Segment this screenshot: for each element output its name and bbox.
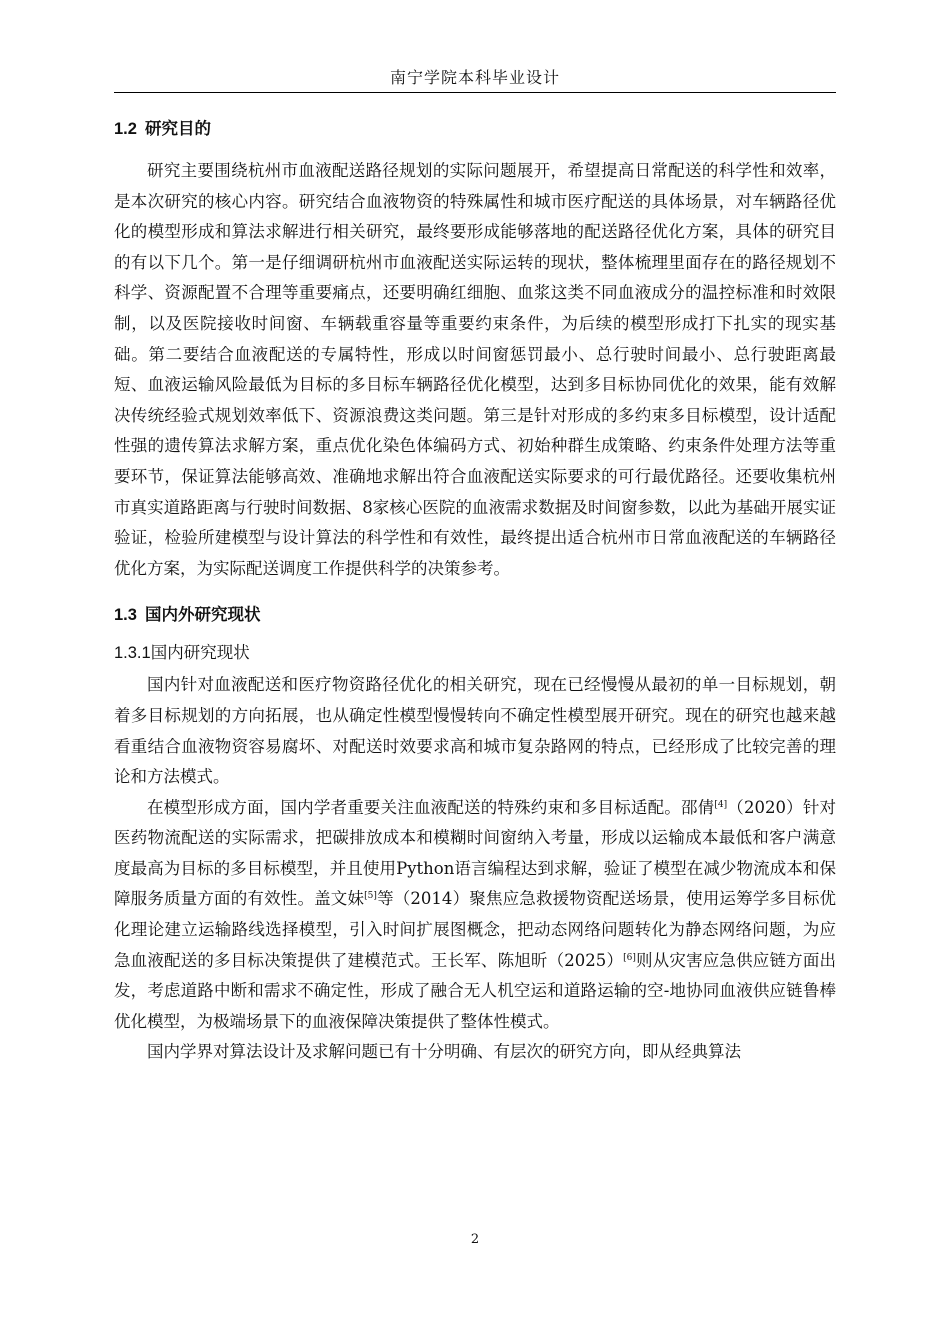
subsection-title: 国内研究现状	[150, 643, 250, 663]
para-text: 在模型形成方面，国内学者重要关注血液配送的特殊约束和多目标适配。邵倩	[147, 797, 715, 817]
page-body	[114, 112, 836, 1068]
section-heading-1-3	[114, 598, 836, 632]
para-text: 等（2014）聚焦应急救援物资配送场景，使用运筹学多目标优化理论建立运输路线选择模型，引入时间扩展图概念，把动态网络问题转化为静态网络问题，为应急血液配送的多目标决策提供了建模范式。王长军、陈旭昕（2025）	[114, 889, 836, 970]
paragraph-algorithm-design: 国内学界对算法设计及求解问题已有十分明确、有层次的研究方向，即从经典算法	[147, 1042, 741, 1062]
subsection-number: 1.3.1	[114, 644, 151, 663]
citation-ref: [4]	[714, 799, 728, 810]
paragraph-domestic-overview: 国内针对血液配送和医疗物资路径优化的相关研究，现在已经慢慢从最初的单一目标规划，朝着多目标规划的方向拓展，也从确定性模型慢慢转向不确定性模型展开研究。现在的研究也越来越看重结合血液物资容易腐坏、对配送时效要求高和城市复杂路网的特点，已经形成了比较完善的理论和方法模式。	[114, 675, 836, 787]
citation-ref: [6]	[623, 952, 636, 963]
citation-ref: [5]	[364, 891, 377, 902]
section-title: 国内外研究现状	[144, 605, 261, 625]
page-number: 2	[470, 1232, 480, 1247]
running-header: 南宁学院本科毕业设计	[389, 68, 560, 87]
section-heading-1-2	[114, 112, 836, 146]
paragraph-model-formation	[114, 793, 836, 1038]
para-text: （2020）针对医药物流配送的实际需求，把碳排放成本和模糊时间窗纳入考量，形成以运输成本最低和客户满意度最高为目标的多目标模型，并且使用Python语言编程达到求解，验证了模型在减少物流成本和保障服务质量方面的有效性。盖文妹	[114, 797, 836, 909]
section-title: 研究目的	[144, 119, 211, 138]
paragraph-research-purpose: 研究主要围绕杭州市血液配送路径规划的实际问题展开，希望提高日常配送的科学性和效率，是本次研究的核心内容。研究结合血液物资的特殊属性和城市医疗配送的具体场景，对车辆路径优化的模型形成和算法求解进行相关研究，最终要形成能够落地的配送路径优化方案，具体的研究目的有以下几个。第一是仔细调研杭州市血液配送实际运转的现状，整体梳理里面存在的路径规划不科学、资源配置不合理等重要痛点，还要明确红细胞、血浆这类不同血液成分的温控标准和时效限制，以及医院接收时间窗、车辆载重容量等重要约束条件，为后续的模型形成打下扎实的现实基础。第二要结合血液配送的专属特性，形成以时间窗惩罚最小、总行驶时间最小、总行驶距离最短、血液运输风险最低为目标的多目标车辆路径优化模型，达到多目标协同优化的效果，能有效解决传统经验式规划效率低下、资源浪费这类问题。第三是针对形成的多约束多目标模型，设计适配性强的遗传算法求解方案，重点优化染色体编码方式、初始种群生成策略、约束条件处理方法等重要环节，保证算法能够高效、准确地求解出符合血液配送实际要求的可行最优路径。还要收集杭州市真实道路距离与行驶时间数据、8家核心医院的血液需求数据及时间窗参数，以此为基础开展实证验证，检验所建模型与设计算法的科学性和有效性，最终提出适合杭州市日常血液配送的车辆路径优化方案，为实际配送调度工作提供科学的决策参考。	[114, 161, 836, 578]
section-number: 1.3	[114, 606, 137, 625]
subsection-heading-1-3-1	[114, 636, 836, 670]
header-rule	[114, 92, 836, 93]
section-number: 1.2	[114, 120, 137, 138]
para-text: 则从灾害应急供应链方面出发，考虑道路中断和需求不确定性，形成了融合无人机空运和道路运输的空-地协同血液供应链鲁棒优化模型，为极端场景下的血液保障决策提供了整体性模式。	[114, 950, 836, 1031]
